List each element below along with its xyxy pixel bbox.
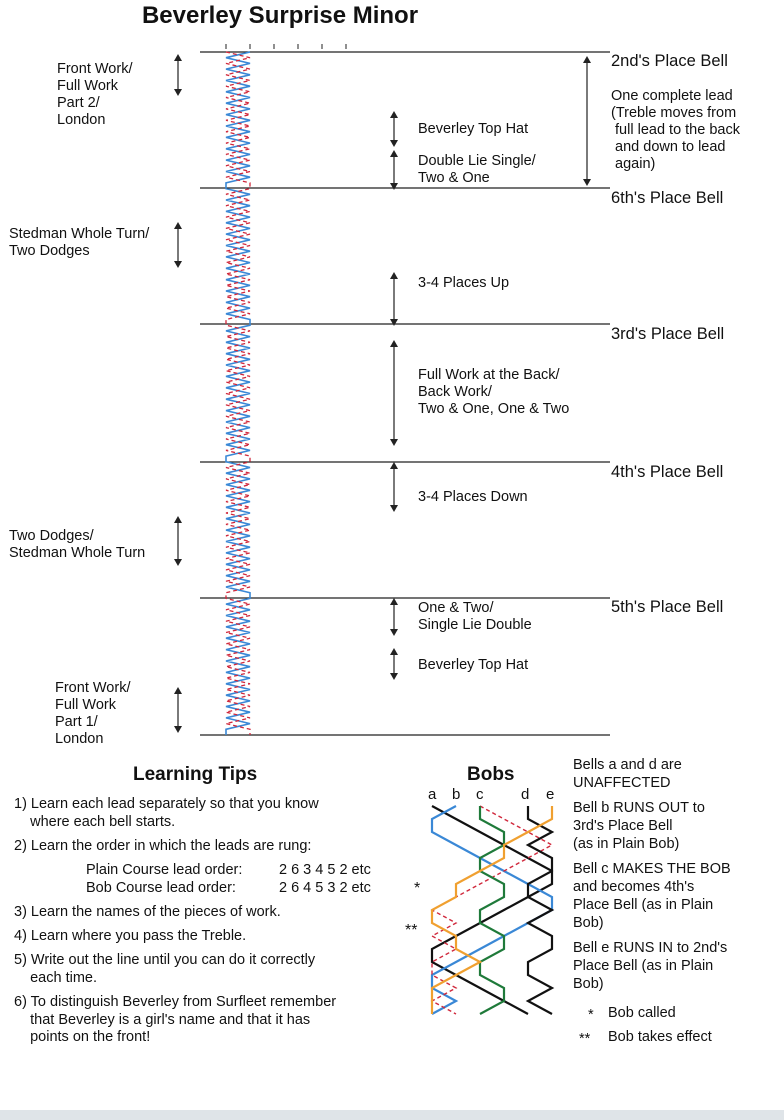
- bob-course-label: Bob Course lead order:: [86, 880, 236, 896]
- arrow-3-4-down-head-down: [390, 505, 398, 512]
- learning-tips-heading: Learning Tips: [133, 764, 258, 785]
- place-bell-label-5: 5th's Place Bell: [611, 598, 724, 616]
- work-label-6: One & Two/ Single Lie Double: [418, 600, 532, 633]
- plain-course-label: Plain Course lead order:: [86, 862, 243, 878]
- arrow-one-two: [390, 598, 398, 636]
- plain-course-value: 2 6 3 4 5 2 etc: [279, 862, 371, 878]
- work-label-2: Double Lie Single/ Two & One: [418, 153, 536, 186]
- legend-text-2: Bob takes effect: [608, 1029, 712, 1045]
- legend-star-2: **: [579, 1031, 591, 1047]
- left-label-4: Front Work/ Full Work Part 1/ London: [55, 680, 131, 747]
- bell-letter-e: e: [546, 786, 555, 803]
- bob-line-e: [432, 806, 552, 1014]
- bob-line-b: [432, 806, 552, 1014]
- arrow-one-lead: [583, 56, 591, 186]
- arrow-front-work-1-head-down: [174, 726, 182, 733]
- arrow-3-4-down: [390, 462, 398, 512]
- left-label-1: Front Work/ Full Work Part 2/ London: [57, 61, 133, 128]
- left-label-3: Two Dodges/ Stedman Whole Turn: [9, 528, 146, 561]
- bob-diagram-lines: [432, 806, 552, 1014]
- arrow-stedman-2-head-down: [174, 559, 182, 566]
- work-label-5: 3-4 Places Down: [418, 489, 528, 505]
- lead-note: One complete lead (Treble moves from full lead to the back and down to lead again): [611, 88, 740, 172]
- bob-line-d: [528, 806, 552, 1014]
- arrow-back-work: [390, 340, 398, 446]
- page-edge: [0, 1110, 784, 1120]
- arrow-3-4-up-head-down: [390, 319, 398, 326]
- place-bell-label-3: 3rd's Place Bell: [611, 325, 725, 343]
- arrow-double-lie-head-down: [390, 183, 398, 190]
- arrow-double-lie-head-up: [390, 150, 398, 157]
- arrow-top-hat-2-head-down: [390, 673, 398, 680]
- arrow-one-two-head-down: [390, 629, 398, 636]
- arrow-front-work-2: [174, 54, 182, 96]
- arrow-front-work-2-head-up: [174, 54, 182, 61]
- arrow-stedman-1-head-up: [174, 222, 182, 229]
- remark-c: Bell c MAKES THE BOB and becomes 4th's Place Bell (as in Plain Bob): [573, 861, 731, 931]
- place-bell-label-1: 2nd's Place Bell: [611, 52, 728, 70]
- arrow-stedman-2: [174, 516, 182, 566]
- work-label-7: Beverley Top Hat: [418, 657, 529, 673]
- tip-5: 5) Write out the line until you can do it correctly each time.: [14, 952, 316, 986]
- tip-1: 1) Learn each lead separately so that you know where each bell starts.: [14, 796, 319, 830]
- arrow-front-work-2-head-down: [174, 89, 182, 96]
- bob-line-treble: [432, 806, 552, 1014]
- working-bell-line: [226, 52, 250, 735]
- arrow-top-hat-1: [390, 111, 398, 147]
- work-label-3: 3-4 Places Up: [418, 275, 510, 291]
- arrow-top-hat-2-head-up: [390, 648, 398, 655]
- place-bell-label-4: 4th's Place Bell: [611, 463, 724, 481]
- place-ticks: [226, 44, 346, 49]
- page-title: Beverley Surprise Minor: [141, 2, 419, 29]
- arrow-back-work-head-down: [390, 439, 398, 446]
- place-bell-label-2: 6th's Place Bell: [611, 189, 724, 207]
- arrow-back-work-head-up: [390, 340, 398, 347]
- arrow-3-4-up-head-up: [390, 272, 398, 279]
- arrow-stedman-1-head-down: [174, 261, 182, 268]
- bell-letter-d: d: [521, 786, 530, 803]
- arrow-stedman-1: [174, 222, 182, 268]
- bob-effect-stars: **: [405, 922, 418, 939]
- remark-e: Bell e RUNS IN to 2nd's Place Bell (as in Plain Bob): [573, 940, 728, 992]
- tip-4: 4) Learn where you pass the Treble.: [14, 928, 247, 944]
- arrow-one-lead-head-down: [583, 179, 591, 186]
- arrow-3-4-up: [390, 272, 398, 326]
- bob-called-star: *: [414, 880, 421, 897]
- bob-course-value: 2 6 4 5 3 2 etc: [279, 880, 371, 896]
- work-label-1: Beverley Top Hat: [418, 121, 529, 137]
- bob-line-a: [432, 806, 552, 1014]
- bob-line-c: [480, 806, 504, 1014]
- arrow-one-lead-head-up: [583, 56, 591, 63]
- remark-a-d: Bells a and d are UNAFFECTED: [573, 757, 682, 791]
- tip-3: 3) Learn the names of the pieces of work.: [14, 904, 281, 920]
- arrow-stedman-2-head-up: [174, 516, 182, 523]
- bell-letter-b: b: [452, 786, 461, 803]
- arrow-one-two-head-up: [390, 598, 398, 605]
- tip-2: 2) Learn the order in which the leads are rung:: [14, 838, 312, 854]
- legend-star-1: *: [588, 1007, 594, 1023]
- arrow-top-hat-1-head-up: [390, 111, 398, 118]
- bobs-heading: Bobs: [467, 764, 515, 785]
- tip-6: 6) To distinguish Beverley from Surfleet remember that Beverley is a girl's name and that it has points on the front!: [14, 994, 337, 1045]
- arrow-3-4-down-head-up: [390, 462, 398, 469]
- arrow-front-work-1-head-up: [174, 687, 182, 694]
- arrow-top-hat-2: [390, 648, 398, 680]
- arrow-double-lie: [390, 150, 398, 190]
- legend-text-1: Bob called: [608, 1005, 676, 1021]
- bell-letter-c: c: [476, 786, 484, 803]
- left-label-2: Stedman Whole Turn/ Two Dodges: [9, 226, 150, 259]
- arrow-top-hat-1-head-down: [390, 140, 398, 147]
- bell-letter-a: a: [428, 786, 437, 803]
- remark-b: Bell b RUNS OUT to 3rd's Place Bell (as in Plain Bob): [573, 800, 705, 852]
- arrow-front-work-1: [174, 687, 182, 733]
- work-label-4: Full Work at the Back/ Back Work/ Two & One, One & Two: [418, 367, 570, 417]
